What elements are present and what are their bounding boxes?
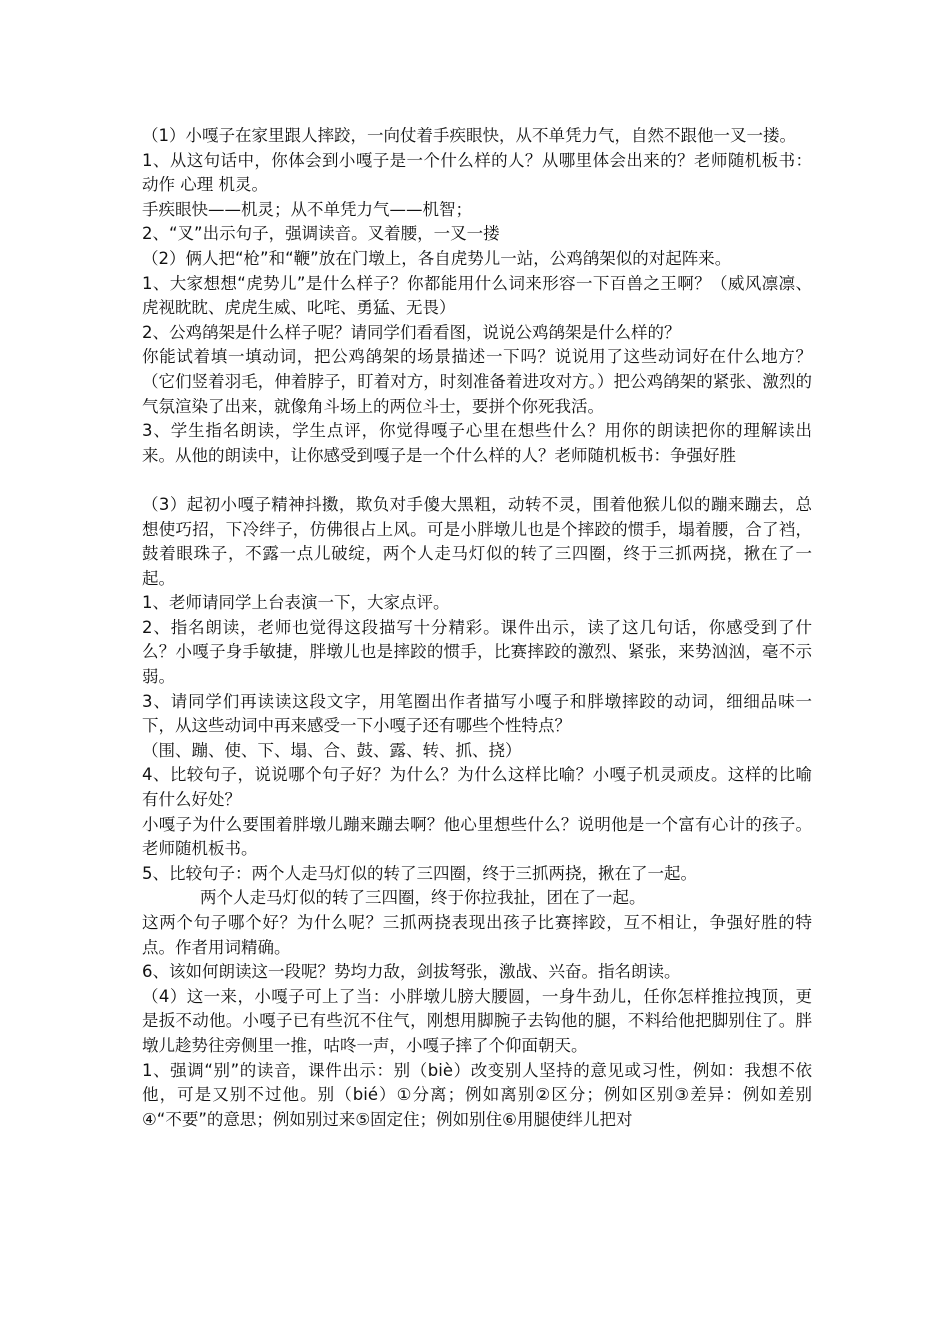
paragraph-item: 2、指名朗读，老师也觉得这段描写十分精彩。课件出示，读了这几句话，你感受到了什么？小嘎子身手敏捷，胖墩儿也是摔跤的惯手，比赛摔跤的激烈、紧张，来势汹汹，毫不示弱。 [142, 617, 812, 687]
paragraph-item: 手疾眼快——机灵；从不单凭力气——机智； [142, 199, 472, 219]
paragraph-item: 你能试着填一填动词，把公鸡鹐架的场景描述一下吗？说说用了这些动词好在什么地方？（它们竖着羽毛，伸着脖子，盯着对方，时刻准备着进攻对方。）把公鸡鹐架的紧张、激烈的气氛渲染了出来，就像角斗场上的两位斗士，要拼个你死我活。 [142, 347, 812, 416]
paragraph-item: 1、从这句话中，你体会到小嘎子是一个什么样的人？从哪里体会出来的？老师随机板书：动作 心理 机灵。 [142, 150, 812, 195]
paragraph-item: 2、“叉”出示句子，强调读音。叉着腰，一叉一搂 [142, 224, 500, 244]
paragraph-section-2: （2）俩人把“枪”和“鞭”放在门墩上，各自虎势儿一站，公鸡鹐架似的对起阵来。 [142, 248, 732, 268]
blank-line [142, 468, 812, 493]
paragraph-indented-sentence: 两个人走马灯似的转了三四圈，终于你拉我扯，团在了一起。 [200, 888, 646, 908]
paragraph-section-4: （4）这一来，小嘎子可上了当：小胖墩儿膀大腰圆，一身牛劲儿，任你怎样推拉拽顶，更是扳不动他。小嘎子已有些沉不住气，刚想用脚腕子去钩他的腿，不料给他把脚别住了。胖墩儿趁势往旁侧里一推，咕咚一声，小嘎子摔了个仰面朝天。 [142, 986, 812, 1055]
paragraph-item: （围、蹦、使、下、塌、合、鼓、露、转、抓、挠） [142, 740, 522, 760]
paragraph-item: 4、比较句子，说说哪个句子好？为什么？为什么这样比喻？小嘎子机灵顽皮。这样的比喻有什么好处？ [142, 765, 812, 810]
document-page [142, 124, 812, 1132]
paragraph-item: 3、请同学们再读读这段文字，用笔圈出作者描写小嘎子和胖墩摔跤的动词，细细品味一下，从这些动词中再来感受一下小嘎子还有哪些个性特点？ [142, 691, 812, 736]
paragraph-item: 小嘎子为什么要围着胖墩儿蹦来蹦去啊？他心里想些什么？说明他是一个富有心计的孩子。老师随机板书。 [142, 814, 812, 859]
paragraph-item: 6、该如何朗读这一段呢？势均力敌，剑拔弩张，激战、兴奋。指名朗读。 [142, 962, 681, 982]
paragraph-item: 2、公鸡鹐架是什么样子呢？请同学们看看图，说说公鸡鹐架是什么样的？ [142, 322, 681, 342]
paragraph-item: 1、大家想想“虎势儿”是什么样子？你都能用什么词来形容一下百兽之王啊？（威风凛凛、虎视眈眈、虎虎生威、叱咤、勇猛、无畏） [142, 273, 812, 318]
paragraph-item: 这两个句子哪个好？为什么呢？三抓两挠表现出孩子比赛摔跤，互不相让，争强好胜的特点。作者用词精确。 [142, 913, 812, 957]
paragraph-item: 1、老师请同学上台表演一下，大家点评。 [142, 593, 450, 613]
paragraph-section-1: （1）小嘎子在家里跟人摔跤，一向仗着手疾眼快，从不单凭力气，自然不跟他一叉一搂。 [142, 126, 796, 145]
paragraph-item: 3、学生指名朗读，学生点评，你觉得嘎子心里在想些什么？用你的朗读把你的理解读出来。从他的朗读中，让你感受到嘎子是一个什么样的人？老师随机板书：争强好胜 [142, 421, 812, 465]
paragraph-section-3: （3）起初小嘎子精神抖擞，欺负对手傻大黑粗，动转不灵，围着他猴儿似的蹦来蹦去，总想使巧招，下冷绊子，仿佛很占上风。可是小胖墩儿也是个摔跤的惯手，塌着腰，合了裆，鼓着眼珠子，不露一点儿破绽，两个人走马灯似的转了三四圈，终于三抓两挠，揪在了一起。 [142, 494, 812, 588]
paragraph-item: 1、强调“别”的读音，课件出示：别（biè）改变别人坚持的意见或习性，例如：我想不依他，可是又别不过他。别（bié）①分离；例如离别②区分；例如区别③差异：例如差别④“不要”的意思；例如别过来⑤固定住；例如别住⑥用腿使绊儿把对 [142, 1060, 812, 1129]
paragraph-item: 5、比较句子：两个人走马灯似的转了三四圈，终于三抓两挠，揪在了一起。 [142, 863, 697, 883]
